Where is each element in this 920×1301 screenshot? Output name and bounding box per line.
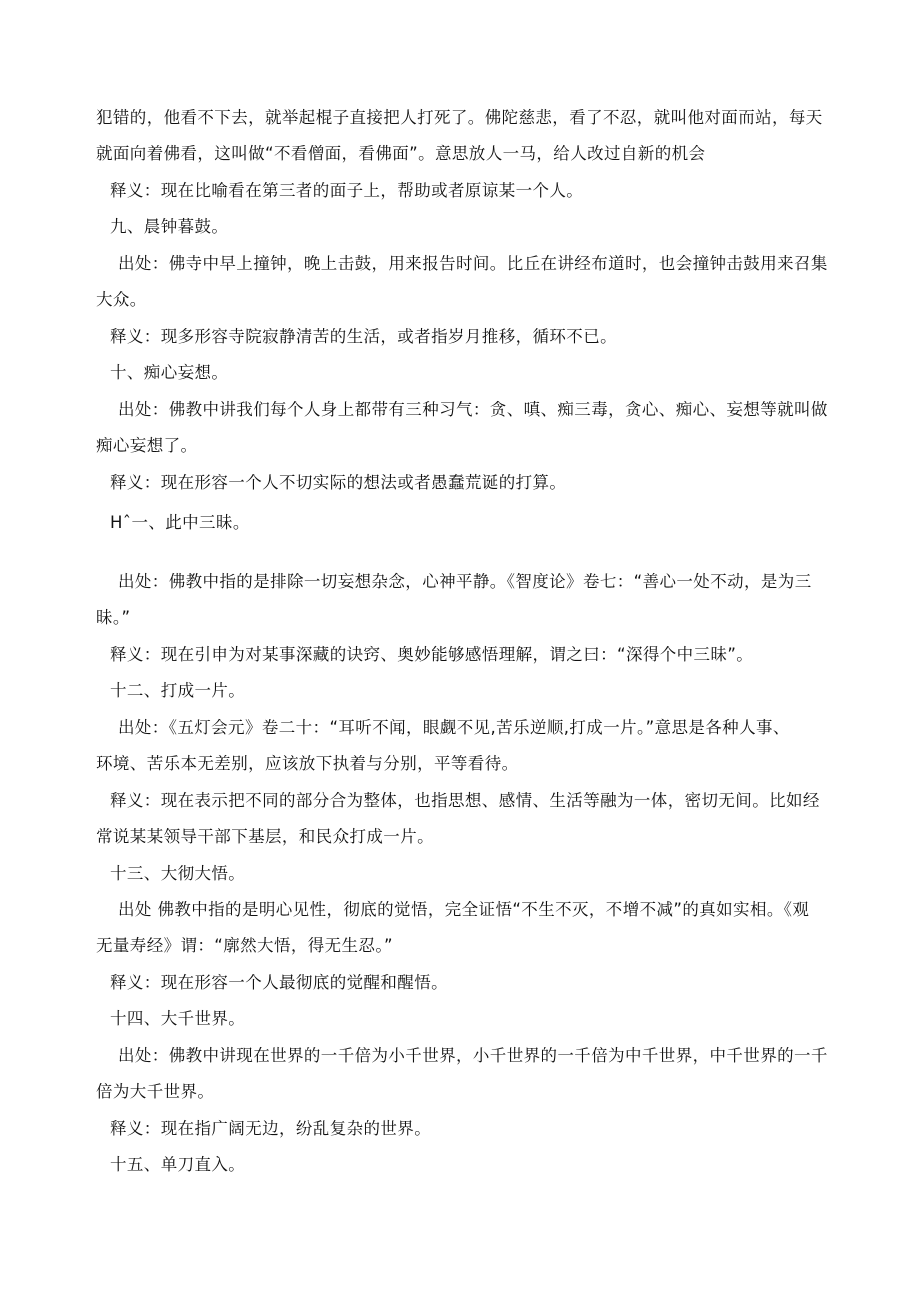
definition-line: 释义：现在指广阔无边，纷乱复杂的世界。 bbox=[110, 1119, 432, 1138]
paragraph-line: 就面向着佛看，这叫做“不看僧面，看佛面”。意思放人一马，给人改过自新的机会 bbox=[96, 144, 706, 163]
definition-line: 释义：现在形容一个人最彻底的觉醒和醒悟。 bbox=[110, 973, 448, 992]
source-line-cont: 无量寿经》谓：“廓然大悟，得无生忍。” bbox=[96, 936, 393, 955]
definition-line: 释义：现多形容寺院寂静清苦的生活，或者指岁月推移，循环不已。 bbox=[110, 327, 617, 346]
section-heading-10: 十、痴心妄想。 bbox=[110, 363, 229, 382]
section-heading-15: 十五、单刀直入。 bbox=[110, 1155, 246, 1174]
source-line-cont: 痴心妄想了。 bbox=[96, 436, 198, 455]
source-line: 出处：佛教中指的是排除一切妄想杂念，心神平静。《智度论》卷七：“善心一处不动，是为三 bbox=[118, 572, 812, 591]
source-line-cont: 大众。 bbox=[96, 290, 147, 309]
section-heading-9: 九、晨钟暮鼓。 bbox=[110, 217, 229, 236]
definition-line: 释义：现在比喻看在第三者的面子上，帮助或者原谅某一个人。 bbox=[110, 181, 584, 200]
source-line-cont: 昧。” bbox=[96, 608, 131, 627]
section-heading-14: 十四、大千世界。 bbox=[110, 1009, 246, 1028]
definition-line-cont: 常说某某领导干部下基层，和民众打成一片。 bbox=[96, 827, 434, 846]
source-line: 出处：佛教中讲我们每个人身上都带有三种习气：贪、嗔、痴三毒，贪心、痴心、妄想等就叫做 bbox=[118, 400, 828, 419]
source-line: 出处：佛寺中早上撞钟，晚上击鼓，用来报告时间。比丘在讲经布道时，也会撞钟击鼓用来召集 bbox=[118, 254, 828, 273]
section-heading-13: 十三、大彻大悟。 bbox=[110, 864, 246, 883]
source-line-cont: 环境、苦乐本无差别，应该放下执着与分别，平等看待。 bbox=[96, 754, 519, 773]
paragraph-line: 犯错的，他看不下去，就举起棍子直接把人打死了。佛陀慈悲，看了不忍，就叫他对面而站，每天 bbox=[96, 108, 823, 127]
source-line-cont: 倍为大千世界。 bbox=[96, 1082, 215, 1101]
section-heading-12: 十二、打成一片。 bbox=[110, 681, 246, 700]
source-line: 出处：《五灯会元》卷二十：“耳听不闻，眼觑不见,苦乐逆顺,打成一片。”意思是各种人事、 bbox=[118, 718, 790, 737]
source-line: 出处：佛教中讲现在世界的一千倍为小千世界，小千世界的一千倍为中千世界，中千世界的一千 bbox=[118, 1046, 828, 1065]
source-line: 出处 佛教中指的是明心见性，彻底的觉悟，完全证悟“不生不灭，不增不减”的真如实相。《观 bbox=[118, 900, 810, 919]
definition-line: 释义：现在表示把不同的部分合为整体，也指思想、感情、生活等融为一体，密切无间。比如经 bbox=[110, 791, 820, 810]
definition-line: 释义：现在引申为对某事深藏的诀窍、奥妙能够感悟理解，谓之曰：“深得个中三昧”。 bbox=[110, 645, 754, 664]
definition-line: 释义：现在形容一个人不切实际的想法或者愚蠢荒诞的打算。 bbox=[110, 473, 567, 492]
section-heading-11: Hˆ一、此中三昧。 bbox=[110, 513, 250, 532]
